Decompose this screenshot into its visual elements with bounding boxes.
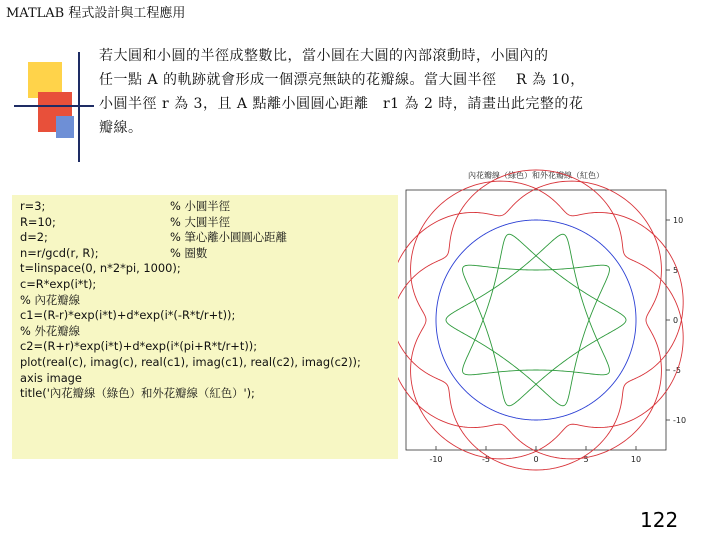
code-text: c=R*exp(i*t); (20, 276, 97, 291)
code-line (20, 246, 390, 262)
x-tick-label: 5 (583, 455, 589, 464)
y-tick-label: 0 (673, 316, 679, 325)
axes-frame (406, 190, 666, 450)
code-line (20, 324, 390, 340)
page-number: 122 (640, 508, 679, 532)
code-text: % 外花瓣線 (20, 323, 81, 338)
problem-line: 若大圓和小圓的半徑成整數比，當小圓在大圓的內部滾動時，小圓內的 (99, 48, 549, 64)
code-text: R=10; (20, 214, 56, 229)
y-tick-label: -5 (673, 366, 681, 375)
code-text: c2=(R+r)*exp(i*t)+d*exp(i*(pi+R*t/r+t)); (20, 339, 258, 354)
code-line (20, 386, 390, 402)
code-line (20, 371, 390, 387)
code-line (20, 293, 390, 309)
y-tick-label: 5 (673, 266, 679, 275)
code-text: t=linspace(0, n*2*pi, 1000); (20, 261, 181, 276)
x-tick-label: -10 (429, 455, 443, 464)
code-text: r=3; (20, 199, 46, 213)
code-comment: % 小圓半徑 (170, 199, 231, 213)
series-line-hypotrochoid (446, 234, 626, 406)
code-line (20, 199, 390, 215)
problem-line: 瓣線。 (99, 120, 143, 136)
series-line-circle (436, 220, 636, 420)
code-comment: % 大圓半徑 (170, 214, 231, 229)
code-text: % 內花瓣線 (20, 292, 81, 307)
code-text: title('內花瓣線（綠色）和外花瓣線（紅色）'); (20, 386, 255, 401)
plot-title: 內花瓣線（綠色）和外花瓣線（紅色） (468, 171, 604, 180)
x-tick-label: 0 (533, 455, 539, 464)
code-text: c1=(R-r)*exp(i*t)+d*exp(i*(-R*t/r+t)); (20, 308, 236, 323)
code-comment: % 圈數 (170, 245, 208, 260)
problem-text (99, 44, 699, 140)
code-line (20, 339, 390, 355)
problem-line: 小圓半徑 r 為 3，且 A 點離小圓圓心距離 r1 為 2 時，請畫出此完整的花 (99, 96, 584, 112)
decoration-blue-square (56, 116, 74, 138)
x-tick-label: -5 (482, 455, 490, 464)
decoration-horizontal-line (14, 105, 94, 107)
x-tick-label: 10 (630, 455, 642, 464)
code-comment: % 筆心離小圓圓心距離 (170, 230, 287, 245)
decoration-vertical-line (78, 52, 80, 162)
code-line (20, 308, 390, 324)
code-line (20, 230, 390, 246)
petal-curve-plot (398, 160, 720, 500)
series-line-epitrochoid (398, 170, 683, 470)
y-tick-label: 10 (673, 216, 684, 225)
code-line (20, 277, 390, 293)
problem-line: 任一點 A 的軌跡就會形成一個漂亮無缺的花瓣線。當大圓半徑 R 為 10， (99, 72, 585, 88)
code-line (20, 355, 390, 371)
code-line (20, 215, 390, 231)
code-line (20, 261, 390, 277)
code-text: d=2; (20, 230, 48, 245)
code-box (12, 195, 398, 459)
y-tick-label: -10 (673, 416, 687, 425)
code-text: axis image (20, 370, 82, 385)
header-title: MATLAB 程式設計與工程應用 (6, 6, 186, 21)
code-text: plot(real(c), imag(c), real(c1), imag(c1), real(c2), imag(c2)); (20, 354, 361, 369)
code-text: n=r/gcd(r, R); (20, 245, 99, 260)
